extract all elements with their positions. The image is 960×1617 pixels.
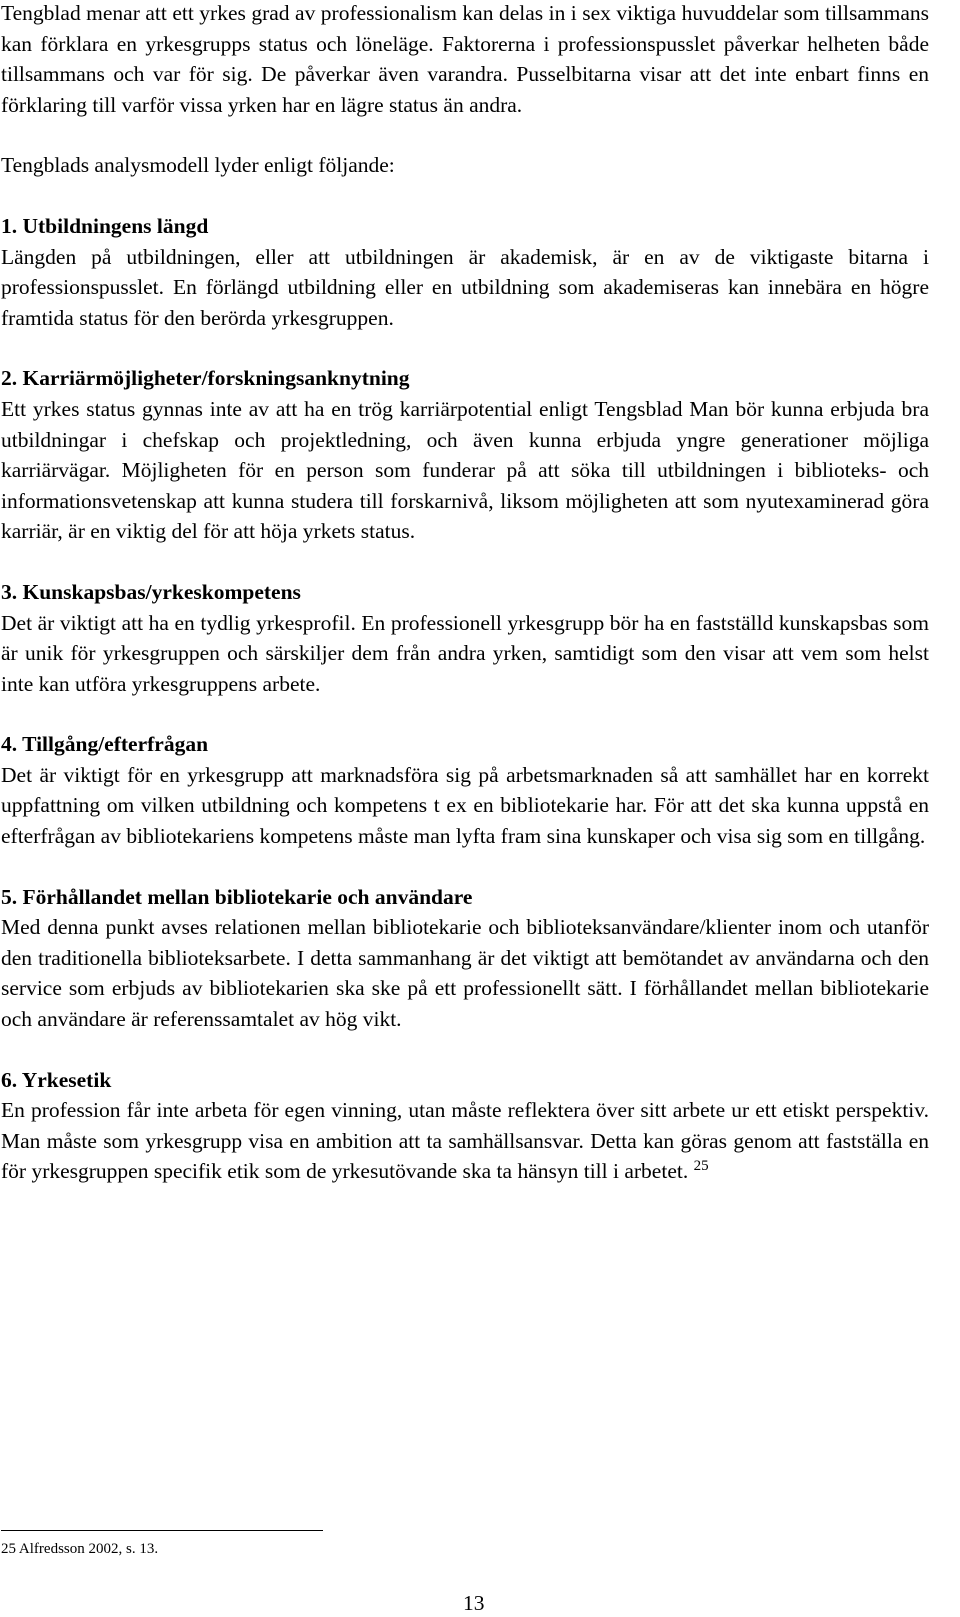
paragraph-gap [1, 699, 929, 729]
section-heading-5: 5. Förhållandet mellan bibliotekarie och användare [1, 884, 473, 909]
section-text-6: En profession får inte arbeta för egen vinning, utan måste reflektera över sitt arbete ur ett etiskt perspektiv. Man måste som yrkesgrupp visa en ambition att ta samhällsansvar. Detta kan göras genom att fastställa en för yrkesgruppen specifik etik som de yrkesutövande ska ta hänsyn till i arbetet. [1, 1098, 929, 1184]
section-heading-4: 4. Tillgång/efterfrågan [1, 732, 209, 757]
section-paragraph-6 [1, 1095, 929, 1187]
section-text-2: Ett yrkes status gynnas inte av att ha en trög karriärpotential enligt Tengsblad Man bör kunna erbjuda bra utbildningar i chefskap och projektledning, och även kunna erbjuda yngre generationer möjliga karriärvägar. Möjligheten för en person som funderar på att söka till utbildningen i biblioteks- och informationsvetenskap att kunna studera till forskarnivå, liksom möjligheten att som nyutexaminerad göra karriär, är en viktig del för att höja yrkets status. [1, 396, 929, 544]
paragraph-gap [1, 1035, 929, 1065]
section-text-3: Det är viktigt att ha en tydlig yrkesprofil. En professionell yrkesgrupp bör ha en fastställd kunskapsbas som är unik för yrkesgruppen och särskiljer dem från andra yrken, samtidigt som den visar att vem som helst inte kan utföra yrkesgruppens arbete. [1, 610, 929, 696]
paragraph-gap [1, 120, 929, 150]
paragraph-gap [1, 333, 929, 363]
footnote-separator [1, 1530, 323, 1531]
paragraph-gap [1, 181, 929, 211]
section-heading-1: 1. Utbildningens längd [1, 213, 209, 238]
section-text-1: Längden på utbildningen, eller att utbildningen är akademisk, är en av de viktigaste bitarna i professionspusslet. En förlängd utbildning eller en utbildning som akademiseras kan innebära en högre framtida status för den berörda yrkesgruppen. [1, 244, 929, 330]
footnote: 25 Alfredsson 2002, s. 13. [1, 1541, 159, 1557]
section-heading-6: 6. Yrkesetik [1, 1067, 112, 1092]
intro-paragraph: Tengblad menar att ett yrkes grad av professionalism kan delas in i sex viktiga huvuddelar som tillsammans kan förklara en yrkesgrupps status och löneläge. Faktorerna i professionspusslet påverkar helheten både tillsammans och var för sig. De påverkar även varandra. Pusselbitarna visar att det inte enbart finns en förklaring till varför vissa yrken har en lägre status än andra. [1, 1, 929, 117]
body-text [1, 0, 929, 1187]
section-text-4: Det är viktigt för en yrkesgrupp att marknadsföra sig på arbetsmarknaden så att samhället har en korrekt uppfattning om vilken utbildning och kompetens t ex en bibliotekarie har. För att det ska kunna uppstå en efterfrågan av bibliotekariens kompetens måste man lyfta fram sina kunskaper och visa sig som en tillgång. [1, 762, 929, 849]
intro-lead-paragraph: Tengblads analysmodell lyder enligt följande: [1, 153, 395, 178]
section-text-5: Med denna punkt avses relationen mellan bibliotekarie och biblioteksanvändare/klienter inom och utanför den traditionella biblioteksarbete. I detta sammanhang är det viktigt att bemötandet av användarna och den service som erbjuds av bibliotekarien ska ske på ett professionellt sätt. I förhållandet mellan bibliotekarie och användare är referenssamtalet av hög vikt. [1, 915, 929, 1032]
section-heading-3: 3. Kunskapsbas/yrkeskompetens [1, 579, 301, 604]
paragraph-gap [1, 852, 929, 882]
paragraph-gap [1, 547, 929, 577]
page-number: 13 [463, 1591, 485, 1615]
footnote-reference[interactable]: 25 [693, 1158, 709, 1175]
section-heading-2: 2. Karriärmöjligheter/forskningsanknytning [1, 366, 410, 391]
